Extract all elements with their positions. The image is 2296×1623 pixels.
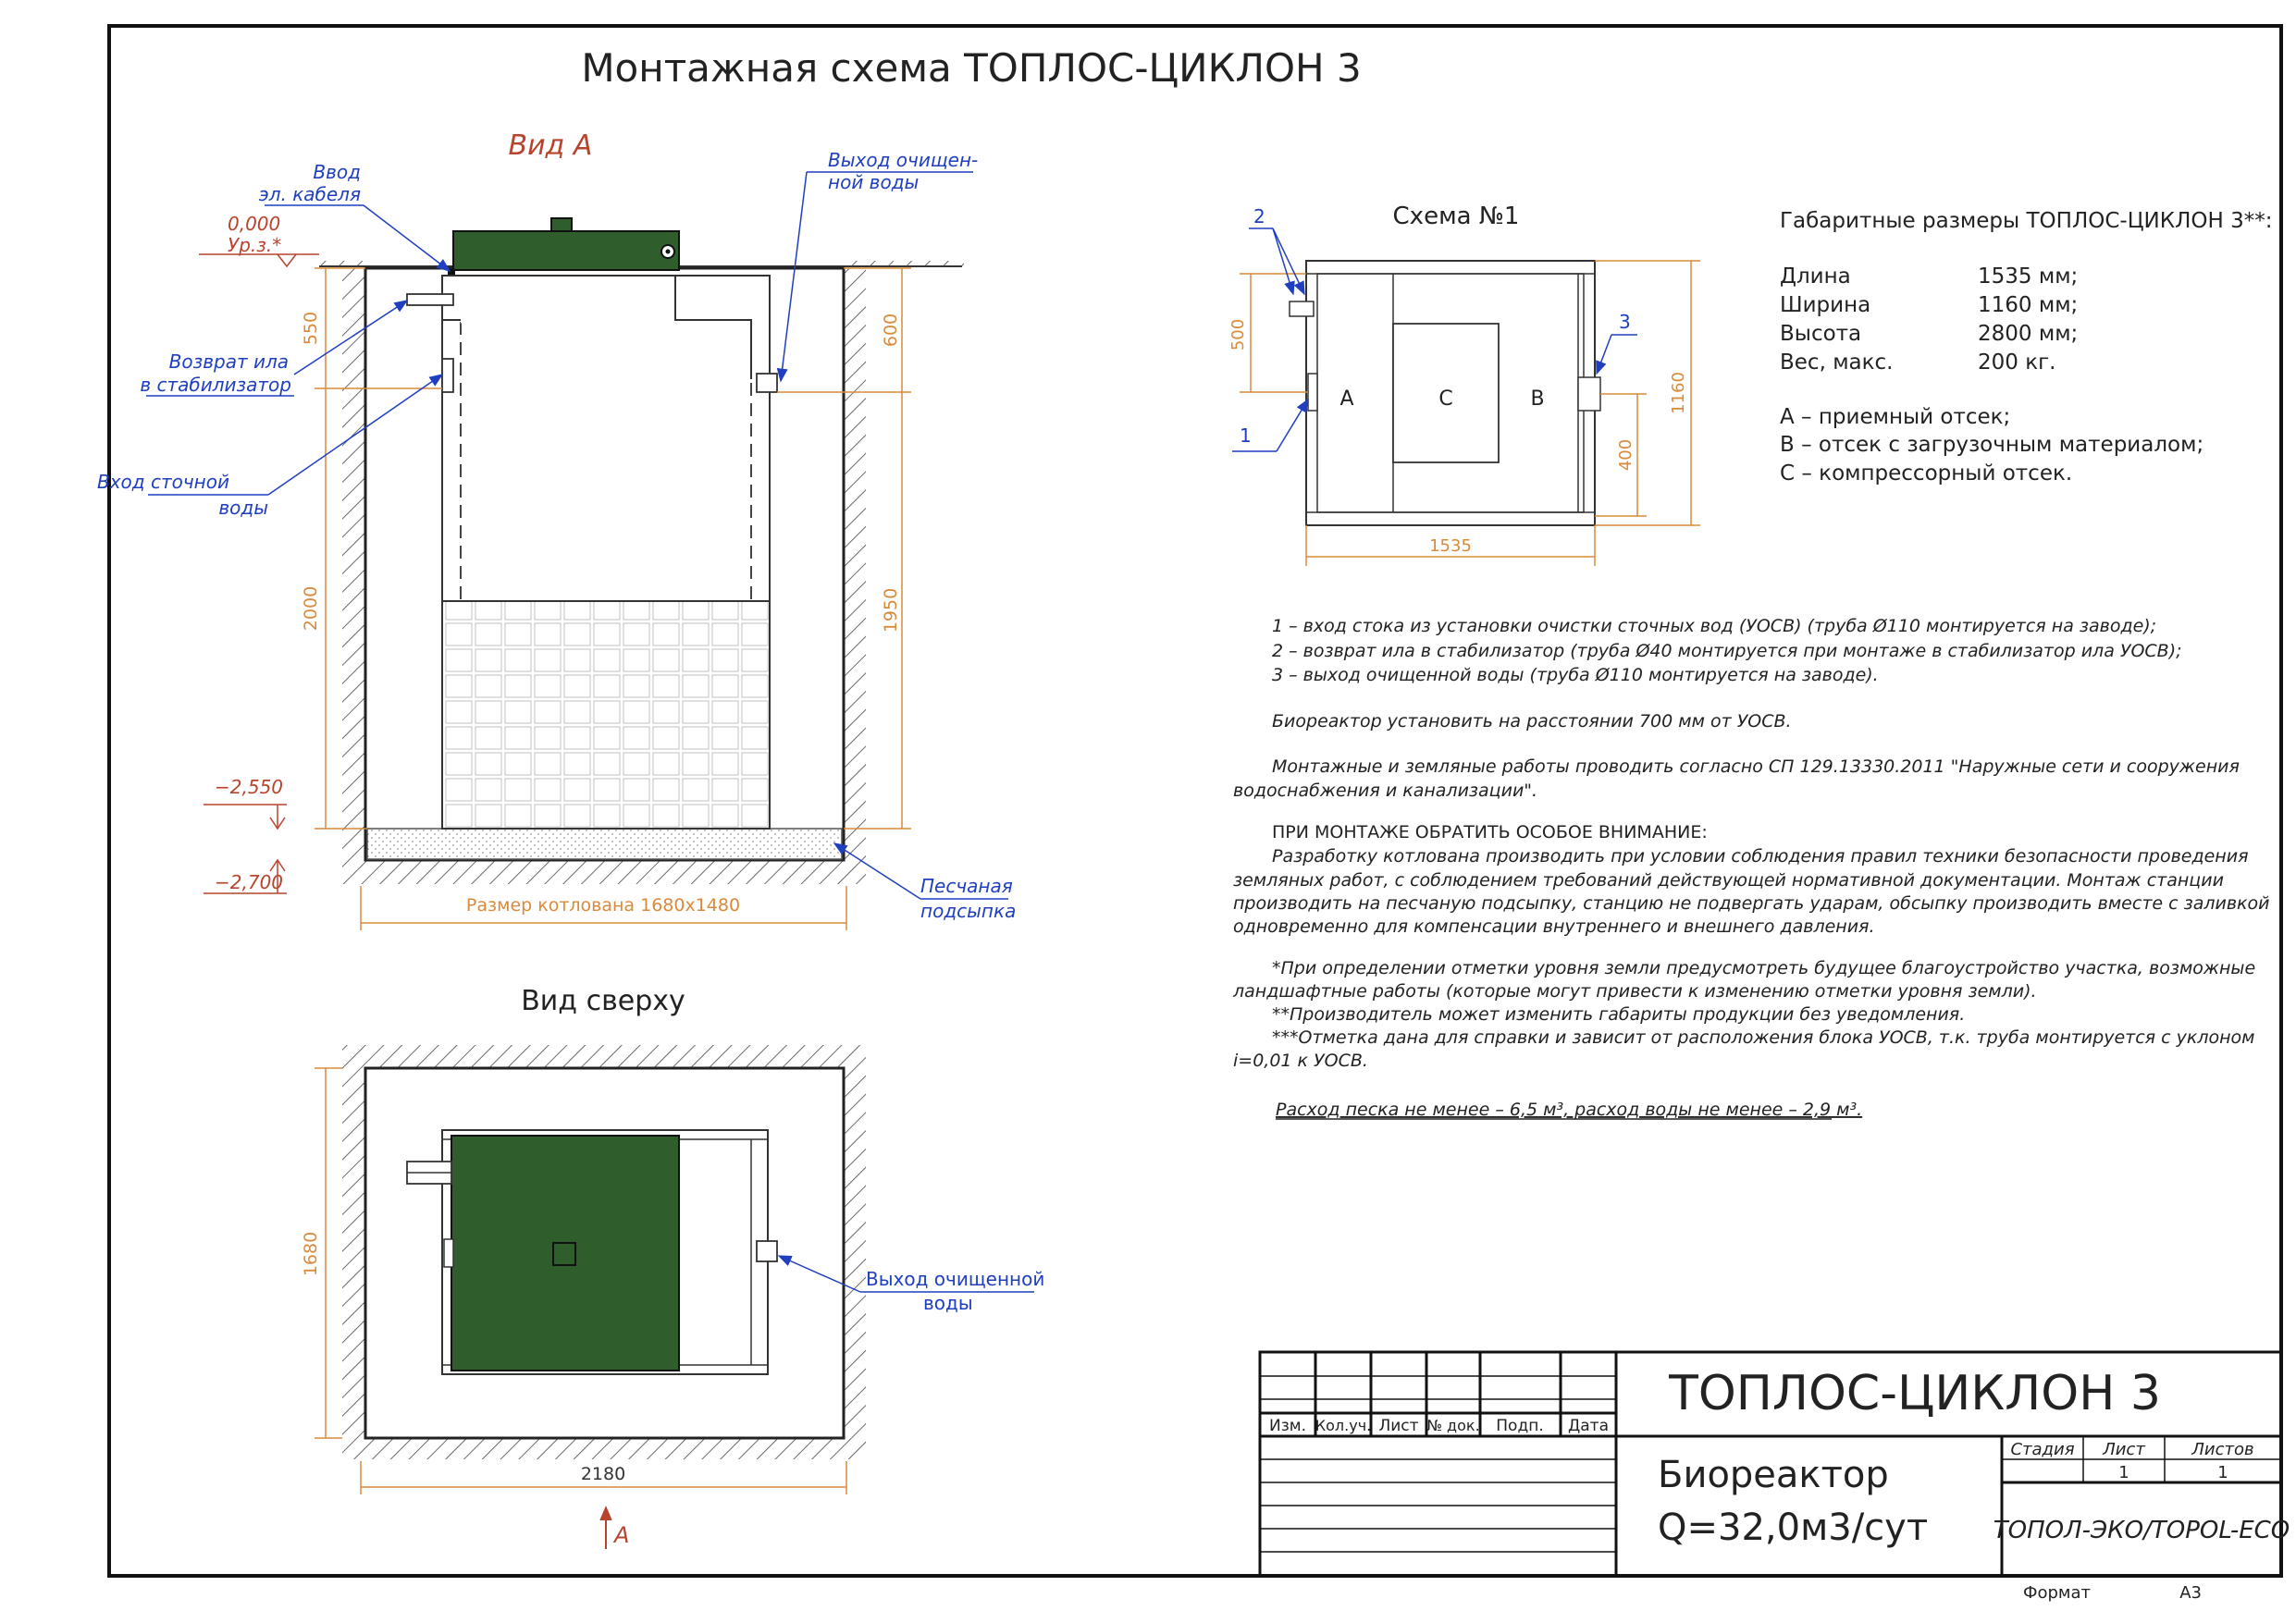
scheme-1-label: Схема №1 — [1392, 203, 1520, 230]
stamp-name-1: Биореактор — [1658, 1454, 1889, 1496]
stamp-organization: ТОПОЛ-ЭКО/TOPOL-ECO — [1993, 1517, 2290, 1544]
note-attention: одновременно для компенсации внутреннего и внешнего давления. — [1233, 916, 1875, 937]
tank-lid — [453, 231, 679, 270]
note-sp: водоснабжения и канализации". — [1233, 781, 1538, 801]
stamp-sheet-value: 1 — [2118, 1463, 2129, 1482]
compartment-c: С — [1438, 387, 1453, 411]
legend-item: А – приемный отсек; — [1780, 405, 2011, 429]
top-view-label: Вид сверху — [521, 985, 685, 1017]
legend-item: С – компрессорный отсек. — [1780, 461, 2073, 486]
note-footnote: i=0,01 к УОСВ. — [1233, 1051, 1368, 1071]
inlet-label-1: Вход сточной — [97, 471, 229, 493]
dim-1535: 1535 — [1429, 536, 1472, 556]
stamp-sheets-value: 1 — [2217, 1463, 2228, 1482]
top-outlet-label-2: воды — [923, 1292, 973, 1314]
page-title: Монтажная схема ТОПЛОС-ЦИКЛОН 3 — [581, 45, 1362, 91]
stamp-product: ТОПЛОС-ЦИКЛОН 3 — [1669, 1366, 2161, 1421]
dim-1680: 1680 — [301, 1231, 321, 1277]
dim-1160: 1160 — [1669, 372, 1688, 414]
cable-input-label-2: эл. кабеля — [258, 183, 361, 205]
callout-3: 3 — [1619, 311, 1631, 333]
note-footnote: *При определении отметки уровня земли предусмотреть будущее благоустройство участка, возможные — [1272, 958, 2256, 978]
format-label: Формат — [2022, 1583, 2091, 1603]
dim-600: 600 — [881, 313, 901, 348]
stamp-sheet: Лист — [2103, 1440, 2145, 1459]
stamp-col: Лист — [1378, 1417, 1419, 1435]
dim-2000: 2000 — [301, 585, 321, 632]
dim-2180: 2180 — [580, 1464, 626, 1484]
outlet-label-2: ной воды — [828, 171, 920, 193]
note-footnote: ландшафтные работы (которые могут привести к изменению отметки уровня земли). — [1233, 981, 2037, 1002]
tank-fill-media — [442, 601, 770, 829]
ground-mark: 0,000 — [228, 213, 281, 235]
dim-1950: 1950 — [881, 587, 901, 633]
stamp-name-2: Q=32,0м3/сут — [1658, 1506, 1929, 1549]
note-item: 3 – выход очищенной воды (труба Ø110 монтируется на заводе). — [1272, 665, 1879, 685]
title-block — [1260, 1352, 2290, 1603]
compartment-a: А — [1339, 387, 1354, 411]
note-footnote: **Производитель может изменить габариты продукции без уведомления. — [1272, 1004, 1966, 1025]
note-attention: Разработку котлована производить при условии соблюдения правил техники безопасности проведения — [1272, 846, 2249, 867]
dim-row-key: Длина — [1780, 264, 1851, 289]
scheme-1 — [1228, 203, 1700, 566]
dim-550: 550 — [301, 311, 321, 346]
stamp-col: Дата — [1567, 1417, 1610, 1435]
stamp-col: Изм. — [1269, 1417, 1306, 1435]
side-view — [97, 129, 1016, 930]
inlet-label-2: воды — [218, 497, 268, 519]
pit-size-label: Размер котлована 1680х1480 — [465, 895, 741, 916]
stamp-col: Кол.уч. — [1315, 1417, 1372, 1434]
format-value: А3 — [2179, 1583, 2202, 1603]
level-2700: −2,700 — [215, 871, 284, 893]
note-attention: земляных работ, с соблюдением требований действующей нормативной документации. Монтаж станции — [1233, 870, 2224, 891]
note-footnote: ***Отметка дана для справки и зависит от расположения блока УОСВ, т.к. труба монтируется с уклоном — [1272, 1027, 2255, 1048]
cable-input-label-1: Ввод — [313, 161, 361, 183]
dim-400: 400 — [1616, 438, 1636, 472]
sand-label-2: подсыпка — [920, 900, 1017, 922]
stamp-col: № док. — [1426, 1417, 1480, 1434]
side-view-label: Вид А — [508, 129, 593, 162]
stamp-col: Подп. — [1496, 1417, 1544, 1435]
outlet-label-1: Выход очищен- — [828, 149, 979, 171]
dim-row-value: 200 кг. — [1978, 350, 2056, 375]
stamp-stage: Стадия — [2010, 1440, 2075, 1459]
notes-block — [1232, 616, 2269, 1120]
compartment-b: В — [1530, 387, 1545, 411]
view-a-arrow-label: А — [614, 1522, 630, 1548]
note-attention-head: ПРИ МОНТАЖЕ ОБРАТИТЬ ОСОБОЕ ВНИМАНИЕ: — [1272, 822, 1708, 842]
dim-500: 500 — [1228, 318, 1248, 351]
top-tank-lid — [451, 1136, 679, 1371]
callout-2: 2 — [1253, 205, 1265, 227]
ground-level-label: Ур.з.* — [228, 234, 282, 256]
dimensions-title: Габаритные размеры ТОПЛОС-ЦИКЛОН 3**: — [1780, 209, 2273, 233]
dim-row-value: 1160 мм; — [1978, 293, 2079, 317]
note-sp: Монтажные и земляные работы проводить согласно СП 129.13330.2011 "Наружные сети и сооружения — [1272, 756, 2240, 777]
sand-label-1: Песчаная — [920, 875, 1013, 897]
soil-left — [342, 268, 364, 860]
soil-right — [844, 268, 866, 860]
dim-row-value: 1535 мм; — [1978, 264, 2079, 289]
note-item: 1 – вход стока из установки очистки сточных вод (УОСВ) (труба Ø110 монтируется на заводе); — [1272, 616, 2157, 636]
note-distance: Биореактор установить на расстоянии 700 мм от УОСВ. — [1272, 711, 1792, 732]
dim-row-value: 2800 мм; — [1978, 322, 2079, 346]
dimensions-block — [1780, 209, 2272, 486]
top-outlet-label-1: Выход очищенной — [866, 1268, 1045, 1290]
stamp-sheets: Листов — [2191, 1440, 2254, 1459]
note-consumption: Расход песка не менее – 6,5 м³, расход воды не менее – 2,9 м³. — [1276, 1100, 1863, 1120]
sand-layer — [367, 829, 842, 859]
legend-item: В – отсек с загрузочным материалом; — [1780, 433, 2204, 457]
level-2550: −2,550 — [215, 776, 284, 798]
callout-1: 1 — [1240, 424, 1252, 447]
note-attention: производить на песчаную подсыпку, станцию не подвергать ударам, обсыпку производить вместе с заливкой — [1233, 893, 2270, 914]
note-item: 2 – возврат ила в стабилизатор (труба Ø40 монтируется при монтаже в стабилизатор ила УОСВ); — [1272, 641, 2182, 661]
dim-row-key: Ширина — [1780, 293, 1871, 317]
sludge-return-label-2: в стабилизатор — [140, 374, 291, 396]
sludge-return-label-1: Возврат ила — [168, 350, 289, 373]
soil-bottom — [342, 860, 866, 884]
dim-row-key: Высота — [1780, 322, 1862, 346]
sheet-frame — [109, 26, 2281, 1576]
top-view — [301, 985, 1044, 1549]
dim-row-key: Вес, макс. — [1780, 350, 1894, 375]
